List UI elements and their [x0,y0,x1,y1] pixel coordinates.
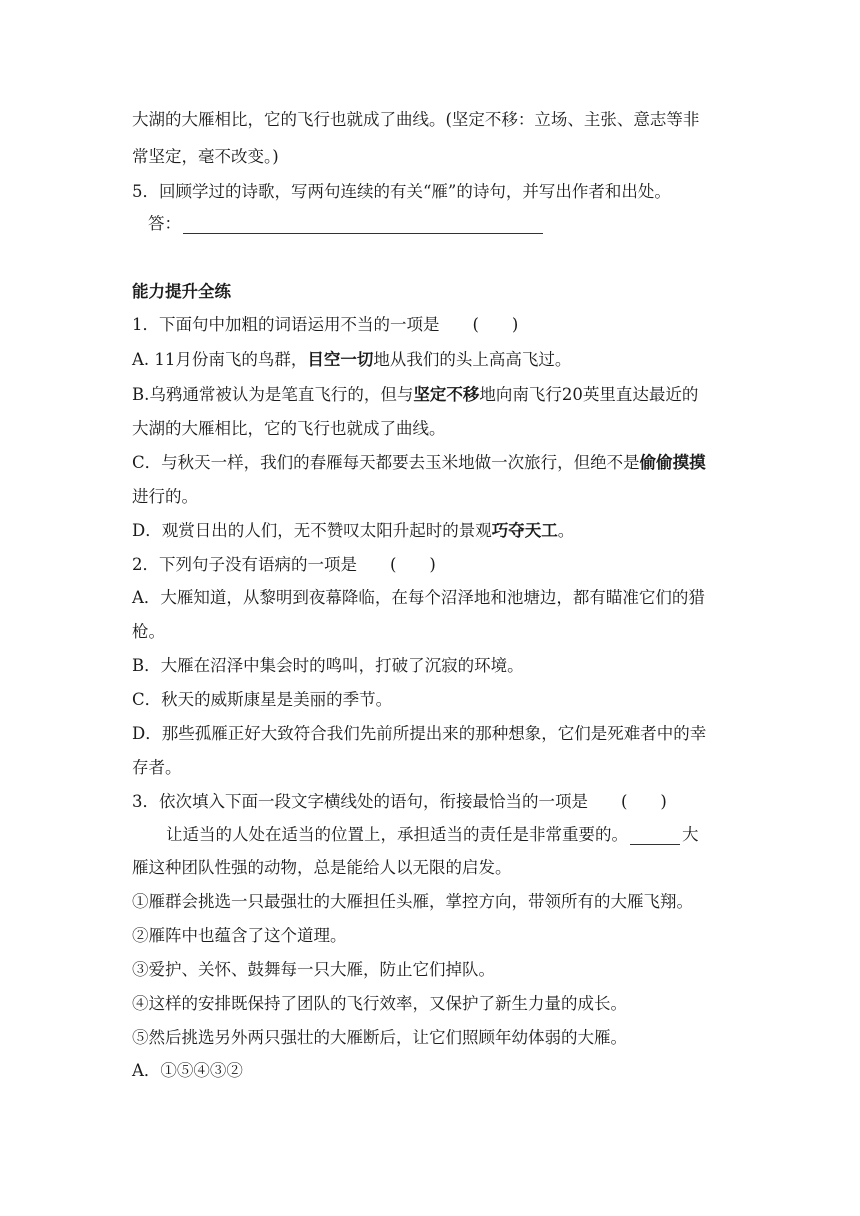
option-text: D．观赏日出的人们，无不赞叹太阳升起时的景观 [132,521,492,540]
answer-label: 答： [148,214,181,233]
option-text: 地向南飞行20英里直达最近的 [479,385,699,404]
sentence-3: ③爱护、关怀、鼓舞每一只大雁，防止它们掉队。 [132,960,495,979]
answer-input-line[interactable] [183,219,543,234]
text-line: 常坚定，毫不改变。) [132,147,279,166]
text-line: 大湖的大雁相比，它的飞行也就成了曲线。 [132,419,446,438]
question-1-option-d [132,521,732,541]
fill-blank[interactable] [630,830,680,845]
text-line: 进行的。 [132,487,198,506]
question-2-option-b: B．大雁在沼泽中集会时的鸣叫，打破了沉寂的环境。 [132,656,524,675]
bold-term: 目空一切 [307,350,374,369]
question-3-option-a: A．①⑤④③② [132,1061,243,1080]
passage-line [166,825,766,845]
question-1-option-a [132,350,732,370]
option-text: 地从我们的头上高高飞过。 [373,350,572,369]
answer-row [148,214,748,234]
option-text: A. 11月份南飞的鸟群， [132,350,308,369]
bold-term: 偷偷摸摸 [639,453,706,472]
question-2-option-d: D．那些孤雁正好大致符合我们先前所提出来的那种想象，它们是死难者中的幸 [132,724,707,743]
question-2-option-a: A．大雁知道，从黎明到夜幕降临，在每个沼泽地和池塘边，都有瞄准它们的猎 [132,588,705,607]
sentence-5: ⑤然后挑选另外两只强壮的大雁断后，让它们照顾年幼体弱的大雁。 [132,1028,627,1047]
text-line: 枪。 [132,622,165,641]
passage-text: 让适当的人处在适当的位置上，承担适当的责任是非常重要的。 [166,825,628,844]
sentence-4: ④这样的安排既保持了团队的飞行效率，又保护了新生力量的成长。 [132,994,627,1013]
passage-text: 大 [682,825,699,844]
option-text: C．与秋天一样，我们的春雁每天都要去玉米地做一次旅行，但绝不是 [132,453,640,472]
question-5: 5．回顾学过的诗歌，写两句连续的有关“雁”的诗句，并写出作者和出处。 [132,182,671,201]
question-3-stem: 3．依次填入下面一段文字横线处的语句，衔接最恰当的一项是 ( ) [132,792,667,811]
bold-term: 坚定不移 [413,385,480,404]
sentence-1: ①雁群会挑选一只最强壮的大雁担任头雁，掌控方向，带领所有的大雁飞翔。 [132,892,693,911]
question-1-option-c [132,453,732,473]
passage-line: 雁这种团队性强的动物，总是能给人以无限的启发。 [132,858,512,877]
option-text: B.乌鸦通常被认为是笔直飞行的，但与 [132,385,414,404]
question-1-option-b [132,385,732,405]
text-line: 大湖的大雁相比，它的飞行也就成了曲线。(坚定不移：立场、主张、意志等非 [132,110,700,129]
bold-term: 巧夺天工 [491,521,558,540]
text-line: 存者。 [132,758,182,777]
section-title: 能力提升全练 [132,282,231,301]
sentence-2: ②雁阵中也蕴含了这个道理。 [132,926,347,945]
question-2-option-c: C．秋天的威斯康星是美丽的季节。 [132,690,393,709]
question-1-stem: 1．下面句中加粗的词语运用不当的一项是 ( ) [132,315,519,334]
question-2-stem: 2．下列句子没有语病的一项是 ( ) [132,555,436,574]
option-text: 。 [557,521,575,540]
